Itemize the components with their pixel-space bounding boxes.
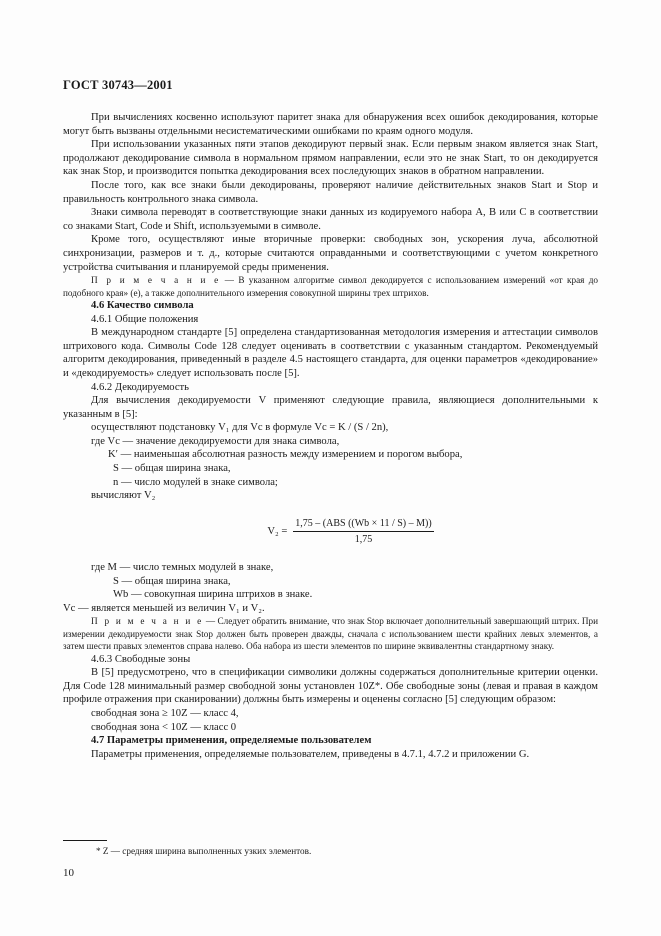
formula-lhs: V₂ = [267,526,288,538]
paragraph: При вычислениях косвенно используют паритет знака для обнаружения всех ошибок декодирования, которые могут быть вызваны отдельными несистематическими ошибками по краям одного модуля. [63,112,598,137]
note [63,615,598,652]
footnote: * Z — средняя ширина выполненных узких элементов. [96,846,312,856]
subsection-heading: 4.6.3 Свободные зоны [91,653,191,665]
list-line: вычисляют V₂ [91,490,156,502]
list-line: свободная зона ≥ 10Z — класс 4, [91,708,239,719]
formula-numerator: 1,75 – (ABS ((Wb × 11 / S) – M)) [293,517,433,533]
page-content [63,111,598,761]
subsection-heading: 4.6.1 Общие положения [91,313,199,325]
list-line: осуществляют подстановку V₁ для Vc в формуле Vc = K / (S / 2n), [91,422,389,434]
list-line: n — число модулей в знаке символа; [113,476,278,488]
list-line: K′ — наименьшая абсолютная разность между измерением и порогом выбора, [108,449,463,461]
footnote-rule [63,840,107,841]
list-line: Wb — совокупная ширина штрихов в знаке. [113,589,313,601]
paragraph: При использовании указанных пяти этапов декодируют первый знак. Если первым знаком является знак Start, продолжают декодирование символа в нормальном прямом направлении, если это не знак Start, то он декодируется как знак Stop, и производится попытка декодирования всех последующих знаков в обратном направлении. [63,139,598,178]
section-heading: 4.6 Качество символа [91,299,194,311]
page-number: 10 [63,867,74,879]
paragraph: Параметры применения, определяемые пользователем, приведены в 4.7.1, 4.7.2 и приложении G. [91,748,530,760]
paragraph: Для вычисления декодируемости V применяют следующие правила, являющиеся дополнительными к указанным в [5]: [63,395,598,420]
paragraph: В международном стандарте [5] определена стандартизованная методология измерения и аттестации символов штрихового кода. Символы Code 128 следует оценивать в соответствии с указанным стандартом. Рекомендуемый алгоритм декодирования, приведенный в разделе 4.5 настоящего стандарта, для оценки параметров «декодирование» и «декодируемость» следует использовать после [5]. [63,327,598,379]
list-line: S — общая ширина знака, [113,463,231,475]
paragraph: После того, как все знаки были декодированы, проверяют наличие действительных знаков Start и Stop и правильность контрольного знака символа. [63,179,598,205]
section-heading: 4.7 Параметры применения, определяемые пользователем [91,735,372,747]
paragraph: Знаки символа переводят в соответствующие знаки данных из кодируемого набора A, B или C в соответствии со знаками Start, Code и Shift, используемыми в символе. [63,207,598,232]
note-text: — В указанном алгоритме символ декодируется с использованием измерений «от края до подобного края» (e), а также дополнительного измерения совокупной ширины трех штрихов. [63,275,598,298]
formula-denominator: 1,75 [354,534,373,546]
standard-header: ГОСТ 30743—2001 [63,78,173,92]
note [63,274,598,299]
list-line: S — общая ширина знака, [113,575,231,587]
list-line: где Vc — значение декодируемости для знака символа, [91,435,340,447]
list-line: свободная зона < 10Z — класс 0 [91,721,237,733]
note-label: П р и м е ч а н и е [91,275,221,286]
formula-v2 [63,517,598,547]
formula-fraction [293,517,433,547]
list-line: где M — число темных модулей в знаке, [91,562,274,574]
paragraph: Кроме того, осуществляют иные вторичные проверки: свободных зон, ускорения луча, абсолютной синхронизации, размеров и т. д., которые считаются оправданными и соответствующими с учетом конкретного устройства считывания и планируемой среды применения. [63,234,598,273]
note-text: — Следует обратить внимание, что знак Stop включает дополнительный завершающий штрих. При измерении декодируемости знак Stop должен быть проверен дважды, сначала с использованием шести крайних левых элементов, а затем шести правых элементов справа налево. Оба набора из шести элементов по ширине эквивалентны стандартному знаку. [63,616,598,652]
list-line: Vc — является меньшей из величин V₁ и V₂. [63,602,265,614]
note-label: П р и м е ч а н и е [91,616,204,627]
subsection-heading: 4.6.2 Декодируемость [91,381,189,393]
paragraph: В [5] предусмотрено, что в спецификации символики должны содержаться дополнительные критерии оценки. Для Code 128 минимальный размер свободной зоны установлен 10Z*. Обе свободные зоны (левая и правая в каждом профиле отражения при сканировании) должны быть измерены и оценены согласно [5] следующим образом: [63,667,598,706]
